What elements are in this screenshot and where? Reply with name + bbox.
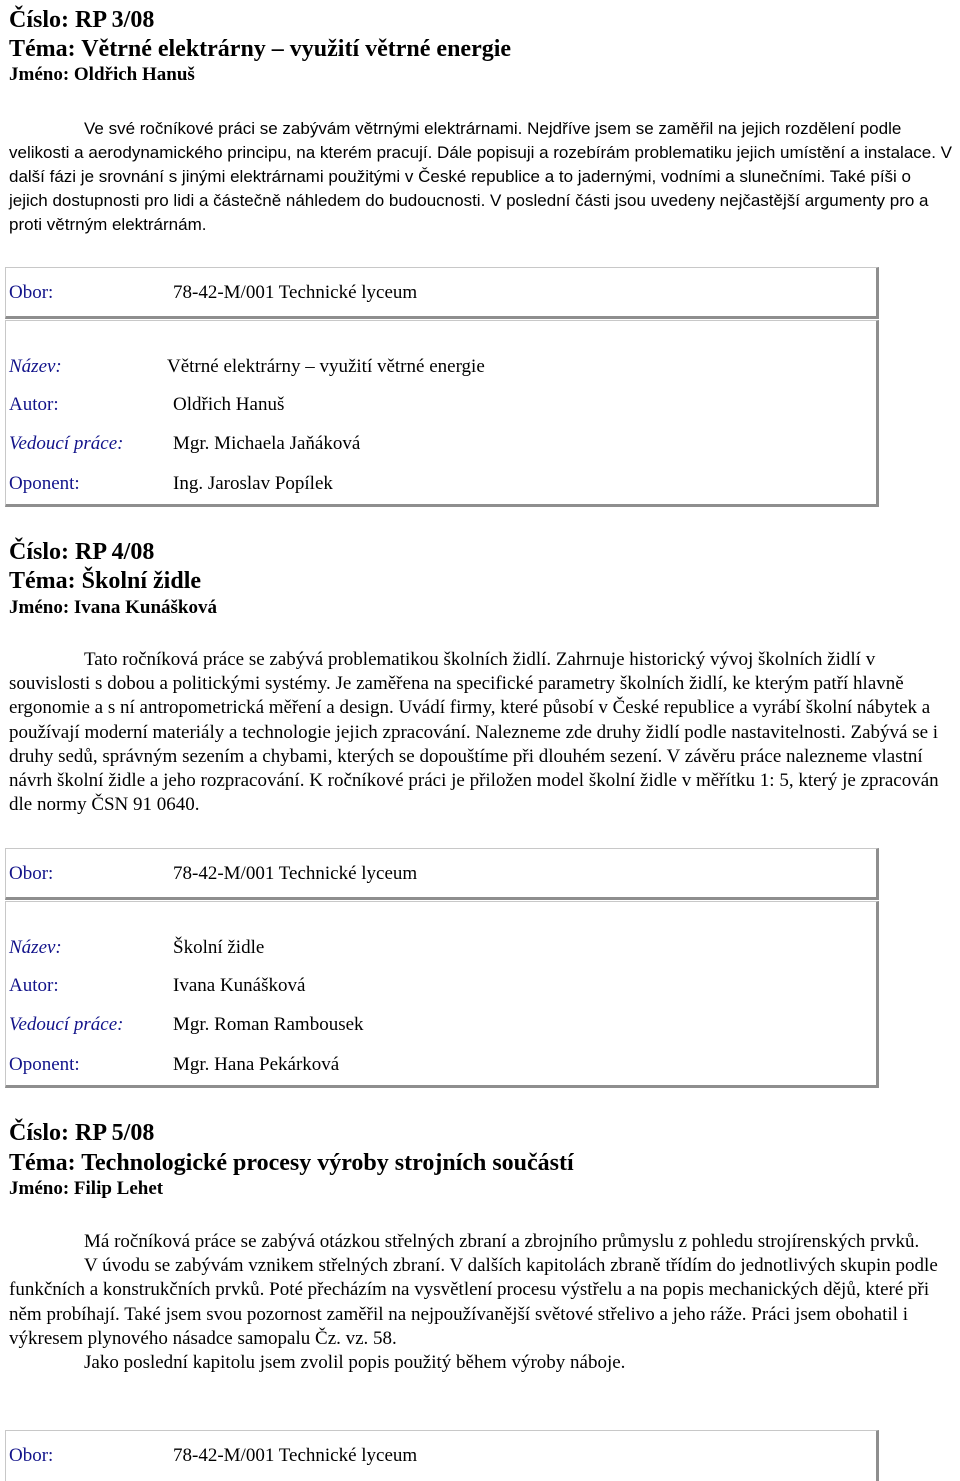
abstract-rest: podle velikosti a aerodynamického principu, na kterém pracují. Dále popisuji a rozebírám problematiku jejich umístění a instalace. V další fázi je srovnání s jinými elektrárnami použitými v České republice a to jadernými, vodními a slunečními. Také píši o jejich dostupnosti pro lidi a částečně náhledem do budoucnosti. V poslední části jsou uvedeny nejčastější argumenty pro a proti větrným elektrárnám.: [9, 119, 953, 234]
abstract-first-line: Tato ročníková práce se zabývá problematikou školních židlí. Zahrnuje historický vývoj školních židlí: [84, 649, 861, 670]
obor-value: 78-42-M/001 Technické lyceum: [173, 863, 418, 884]
obor-label: Obor:: [9, 863, 54, 884]
field-table-obor: [5, 1430, 879, 1481]
abstract-paragraph: [9, 1254, 960, 1351]
entry-topic: Téma: Větrné elektrárny – využití větrné energie: [9, 36, 512, 62]
vedouci-label: Vedoucí práce:: [9, 1014, 124, 1035]
oponent-label: Oponent:: [9, 1054, 80, 1075]
vedouci-value: Mgr. Roman Rambousek: [173, 1014, 364, 1035]
obor-label: Obor:: [9, 282, 54, 303]
abstract-paragraph: [9, 1230, 960, 1254]
field-table-obor: [5, 848, 879, 900]
obor-value: 78-42-M/001 Technické lyceum: [173, 1445, 418, 1466]
entry-abstract: [9, 1230, 960, 1375]
entry-abstract: [9, 117, 954, 237]
entry-number: Číslo: RP 5/08: [9, 1120, 155, 1146]
entry-author-name: Jméno: Ivana Kunášková: [9, 597, 217, 618]
entry-number: Číslo: RP 4/08: [9, 539, 155, 565]
entry-author-name: Jméno: Oldřich Hanuš: [9, 64, 195, 85]
nazev-value: Větrné elektrárny – využití větrné energie: [167, 356, 485, 377]
oponent-value: Mgr. Hana Pekárková: [173, 1054, 340, 1075]
abstract-paragraph-text: V úvodu se zabývám vznikem střelných zbraní. V dalších kapitolách zbraně třídím do jednotlivých skupin podle funkčních a konstrukčních prvků. Poté přecházím na vysvětlení procesu výstřelu a na popis mechanických dějů, které při něm probíhají. Také jsem svou pozornost zaměřil na nejpoužívanější světové střelivo a jeho ráže. Práci jsem obohatil i výkresem plynového násadce samopalu Čz. vz. 58.: [9, 1255, 938, 1349]
nazev-label: Název:: [9, 937, 62, 958]
nazev-value: Školní židle: [173, 937, 265, 958]
abstract-paragraph-text: Jako poslední kapitolu jsem zvolil popis použitý během výroby náboje.: [84, 1352, 626, 1374]
nazev-label: Název:: [9, 356, 62, 377]
abstract-paragraph: [9, 1351, 960, 1375]
oponent-label: Oponent:: [9, 473, 80, 494]
vedouci-value: Mgr. Michaela Jaňáková: [173, 433, 361, 454]
field-table-obor: [5, 267, 879, 319]
field-table-details: [5, 320, 879, 507]
abstract-first-line: Ve své ročníkové práci se zabývám větrnými elektrárnami. Nejdříve jsem se zaměřil na jejich rozdělení: [84, 119, 855, 138]
entry-topic: Téma: Technologické procesy výroby strojních součástí: [9, 1150, 574, 1176]
oponent-value: Ing. Jaroslav Popílek: [173, 473, 333, 494]
autor-value: Oldřich Hanuš: [173, 394, 285, 415]
field-table-details: [5, 901, 879, 1088]
entry-author-name: Jméno: Filip Lehet: [9, 1178, 164, 1199]
abstract-rest: v souvislosti s dobou a politickými systémy. Je zaměřena na specifické parametry školních židlí, ke kterým patří hlavně ergonomie a s ní antropometrická měření a design. Uvádí firmy, které působí v České republice a vyrábí školní nábytek a používají moderní materiály a technologie jejich zpracování. Nalezneme zde druhy židlí podle nastavitelnosti. Zabývá se i druhy sedů, správným sezením a chybami, kterých se dopouštíme při dlouhém sezení. V závěru práce nalezneme vlastní návrh školní židle a jeho rozpracování. K ročníkové práci je přiložen model školní židle v měřítku 1: 5, který je zpracován dle normy ČSN 91 0640.: [9, 649, 939, 816]
obor-label: Obor:: [9, 1445, 54, 1466]
entry-topic: Téma: Školní židle: [9, 568, 202, 594]
entry-number: Číslo: RP 3/08: [9, 7, 155, 33]
autor-label: Autor:: [9, 975, 59, 996]
autor-value: Ivana Kunášková: [173, 975, 306, 996]
vedouci-label: Vedoucí práce:: [9, 433, 124, 454]
obor-value: 78-42-M/001 Technické lyceum: [173, 282, 418, 303]
entry-abstract: [9, 648, 960, 817]
abstract-paragraph-text: Má ročníková práce se zabývá otázkou střelných zbraní a zbrojního průmyslu z pohledu strojírenských prvků.: [84, 1231, 920, 1252]
autor-label: Autor:: [9, 394, 59, 415]
